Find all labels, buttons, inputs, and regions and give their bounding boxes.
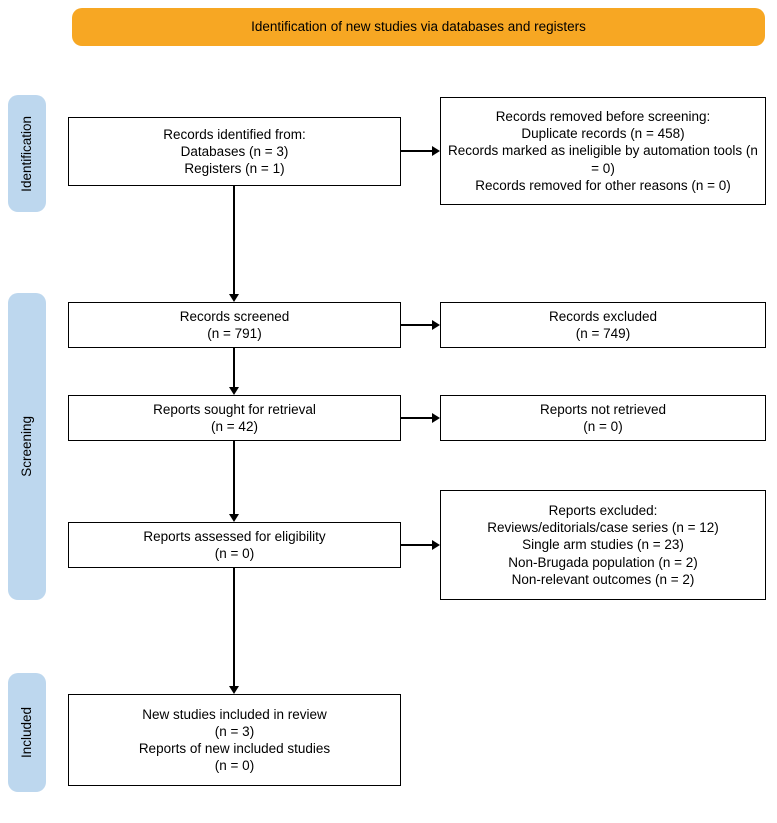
- stage-label-included: [8, 673, 46, 792]
- arrow-line: [233, 348, 235, 387]
- box-reports-sought: [68, 395, 401, 441]
- text-line: Records excluded: [548, 308, 658, 324]
- box-records-identified: [68, 117, 401, 186]
- arrow-head-icon: [229, 387, 239, 395]
- text-line: (n = 42): [211, 419, 258, 434]
- text-line: Registers (n = 1): [184, 161, 285, 177]
- text-line: Reports excluded:: [548, 503, 658, 519]
- text-line: Records removed for other reasons (n = 0): [475, 177, 731, 193]
- box-reports-not-retrieved: [440, 395, 766, 441]
- text-line: Reports sought for retrieval: [153, 401, 316, 417]
- text-line: Records removed before screening:: [495, 109, 711, 125]
- box-reports-excluded: [440, 490, 766, 600]
- arrow-line: [401, 417, 432, 419]
- arrow-line: [401, 324, 432, 326]
- box-records-removed: [440, 97, 766, 205]
- arrow-head-icon: [432, 320, 440, 330]
- arrow-head-icon: [432, 540, 440, 550]
- arrow-head-icon: [229, 514, 239, 522]
- text-line: Records screened: [179, 308, 290, 324]
- text-line: (n = 0): [583, 419, 623, 434]
- text-line: Records marked as ineligible by automation tools (n = 0): [448, 143, 758, 176]
- text-line: Databases (n = 3): [180, 143, 289, 159]
- stage-text-included: Included: [19, 706, 35, 759]
- text-line: Duplicate records (n = 458): [521, 126, 685, 142]
- text-line: New studies included in review: [142, 706, 327, 722]
- text-line: Reports of new included studies: [138, 741, 331, 756]
- arrow-head-icon: [229, 294, 239, 302]
- text-line: Non-relevant outcomes (n = 2): [511, 571, 695, 587]
- arrow-line: [233, 568, 235, 686]
- stage-text-identification: Identification: [19, 115, 35, 192]
- banner-label: Identification of new studies via databases and registers: [251, 19, 586, 35]
- box-reports-assessed: [68, 522, 401, 568]
- text-line: Reports assessed for eligibility: [143, 528, 326, 544]
- text-line: Non-Brugada population (n = 2): [508, 554, 698, 570]
- text-line: Reports not retrieved: [539, 401, 667, 417]
- stage-label-screening: [8, 293, 46, 600]
- arrow-line: [401, 150, 432, 152]
- arrow-head-icon: [432, 413, 440, 423]
- text-line: (n = 0): [214, 758, 255, 774]
- box-records-screened: [68, 302, 401, 348]
- arrow-line: [233, 186, 235, 294]
- box-new-studies-included: [68, 694, 401, 786]
- arrow-head-icon: [229, 686, 239, 694]
- text-line: Reviews/editorials/case series (n = 12): [487, 520, 719, 536]
- text-line: (n = 3): [214, 723, 255, 739]
- stage-label-identification: [8, 95, 46, 212]
- text-line: Records identified from:: [163, 126, 306, 142]
- stage-text-screening: Screening: [19, 416, 35, 477]
- box-records-excluded: [440, 302, 766, 348]
- text-line: Single arm studies (n = 23): [522, 537, 684, 553]
- arrow-line: [401, 544, 432, 546]
- text-line: (n = 791): [207, 326, 262, 341]
- arrow-head-icon: [432, 146, 440, 156]
- arrow-line: [233, 441, 235, 514]
- text-line: (n = 749): [575, 326, 631, 341]
- text-line: (n = 0): [214, 546, 255, 561]
- banner: [72, 8, 765, 46]
